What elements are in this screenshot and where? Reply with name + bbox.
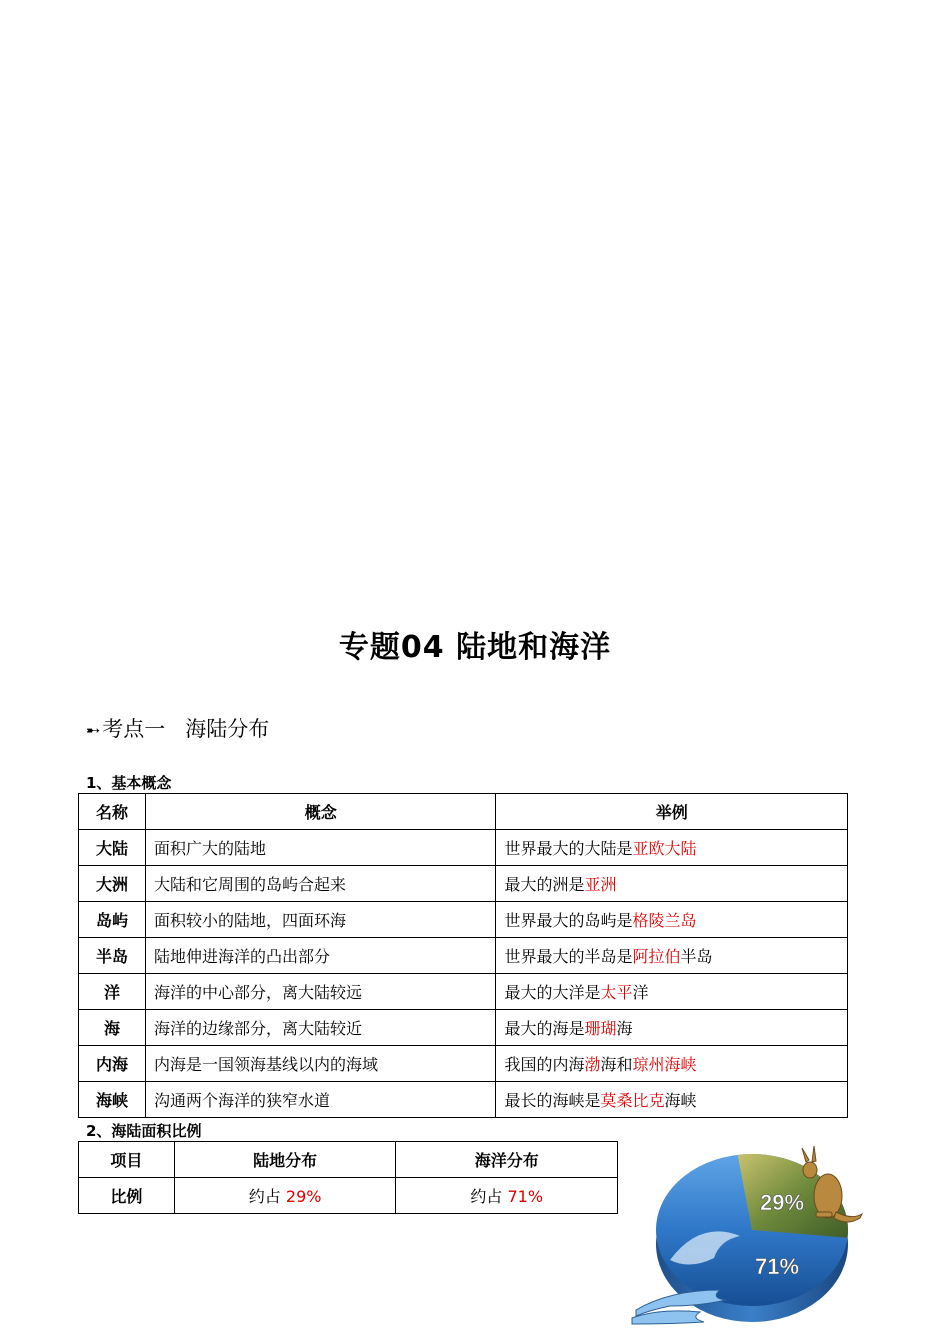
ratio-table	[78, 1141, 618, 1214]
table-header-row	[79, 794, 848, 830]
example-text-suffix: 半岛	[680, 947, 713, 966]
section-label: 考点一	[102, 717, 166, 741]
table-row	[79, 1010, 848, 1046]
column-header-sea: 海洋分布	[396, 1142, 618, 1178]
column-header-example: 举例	[496, 794, 848, 830]
concept-cell: 面积较小的陆地，四面环海	[145, 902, 496, 938]
term-cell: 岛屿	[79, 902, 146, 938]
example-cell	[496, 902, 848, 938]
concept-cell: 海洋的边缘部分，离大陆较近	[145, 1010, 496, 1046]
example-highlight: 珊瑚	[584, 1019, 617, 1038]
concepts-table	[78, 793, 848, 1118]
arrow-icon: ➸	[86, 721, 101, 741]
example-text-suffix: 海峡	[664, 1091, 697, 1110]
land-ratio-cell	[174, 1178, 396, 1214]
table-row	[79, 830, 848, 866]
example-cell	[496, 1010, 848, 1046]
example-text: 世界最大的大陆是	[504, 839, 633, 858]
term-cell: 海峡	[79, 1082, 146, 1118]
table-row	[79, 1082, 848, 1118]
term-cell: 半岛	[79, 938, 146, 974]
example-highlight: 太平	[600, 983, 633, 1002]
example-text-suffix: 海	[616, 1019, 633, 1038]
table-row	[79, 1178, 618, 1214]
term-cell: 海	[79, 1010, 146, 1046]
term-cell: 洋	[79, 974, 146, 1010]
subheading-land-sea-ratio: 2、海陆面积比例	[86, 1122, 202, 1140]
table-row	[79, 938, 848, 974]
example-highlight: 阿拉伯	[632, 947, 681, 966]
page-title: 专题04 陆地和海洋	[338, 630, 612, 665]
example-text: 最大的洲是	[504, 875, 585, 894]
example-highlight: 渤	[584, 1055, 601, 1074]
concept-cell: 内海是一国领海基线以内的海域	[145, 1046, 496, 1082]
table-row	[79, 902, 848, 938]
table-row	[79, 1046, 848, 1082]
example-highlight-2: 琼州海峡	[632, 1055, 697, 1074]
section-heading	[86, 713, 269, 743]
example-highlight: 格陵兰岛	[632, 911, 697, 930]
example-cell	[496, 1046, 848, 1082]
concept-cell: 沟通两个海洋的狭窄水道	[145, 1082, 496, 1118]
table-row	[79, 974, 848, 1010]
table-header-row	[79, 1142, 618, 1178]
example-cell	[496, 866, 848, 902]
example-highlight: 亚洲	[584, 875, 617, 894]
land-sea-pie-illustration	[630, 1140, 870, 1330]
example-text: 最大的海是	[504, 1019, 585, 1038]
example-cell	[496, 830, 848, 866]
term-cell: 内海	[79, 1046, 146, 1082]
concept-cell: 海洋的中心部分，离大陆较远	[145, 974, 496, 1010]
example-highlight: 莫桑比克	[600, 1091, 665, 1110]
example-text: 最大的大洋是	[504, 983, 601, 1002]
example-highlight: 亚欧大陆	[632, 839, 697, 858]
land-ratio-prefix: 约占	[248, 1187, 281, 1206]
example-text: 世界最大的岛屿是	[504, 911, 633, 930]
term-cell: 大洲	[79, 866, 146, 902]
example-cell	[496, 1082, 848, 1118]
sea-ratio-value: 71%	[507, 1187, 544, 1206]
concept-cell: 面积广大的陆地	[145, 830, 496, 866]
example-cell	[496, 938, 848, 974]
column-header-concept: 概念	[145, 794, 496, 830]
example-text-suffix: 海和	[600, 1055, 633, 1074]
concept-cell: 大陆和它周围的岛屿合起来	[145, 866, 496, 902]
sea-ratio-prefix: 约占	[470, 1187, 503, 1206]
pie-svg	[630, 1140, 870, 1330]
column-header-name: 名称	[79, 794, 146, 830]
pie-label-sea: 71%	[755, 1254, 800, 1279]
land-ratio-value: 29%	[285, 1187, 322, 1206]
ratio-row-label: 比例	[79, 1178, 175, 1214]
term-cell: 大陆	[79, 830, 146, 866]
example-text: 最长的海峡是	[504, 1091, 601, 1110]
example-text: 我国的内海	[504, 1055, 585, 1074]
example-cell	[496, 974, 848, 1010]
subheading-basic-concepts: 1、基本概念	[86, 774, 172, 792]
concept-cell: 陆地伸进海洋的凸出部分	[145, 938, 496, 974]
column-header-land: 陆地分布	[174, 1142, 396, 1178]
section-text: 海陆分布	[185, 717, 270, 741]
example-text: 世界最大的半岛是	[504, 947, 633, 966]
example-text-suffix: 洋	[632, 983, 649, 1002]
pie-label-land: 29%	[760, 1190, 805, 1215]
table-row	[79, 866, 848, 902]
sea-ratio-cell	[396, 1178, 618, 1214]
column-header-item: 项目	[79, 1142, 175, 1178]
